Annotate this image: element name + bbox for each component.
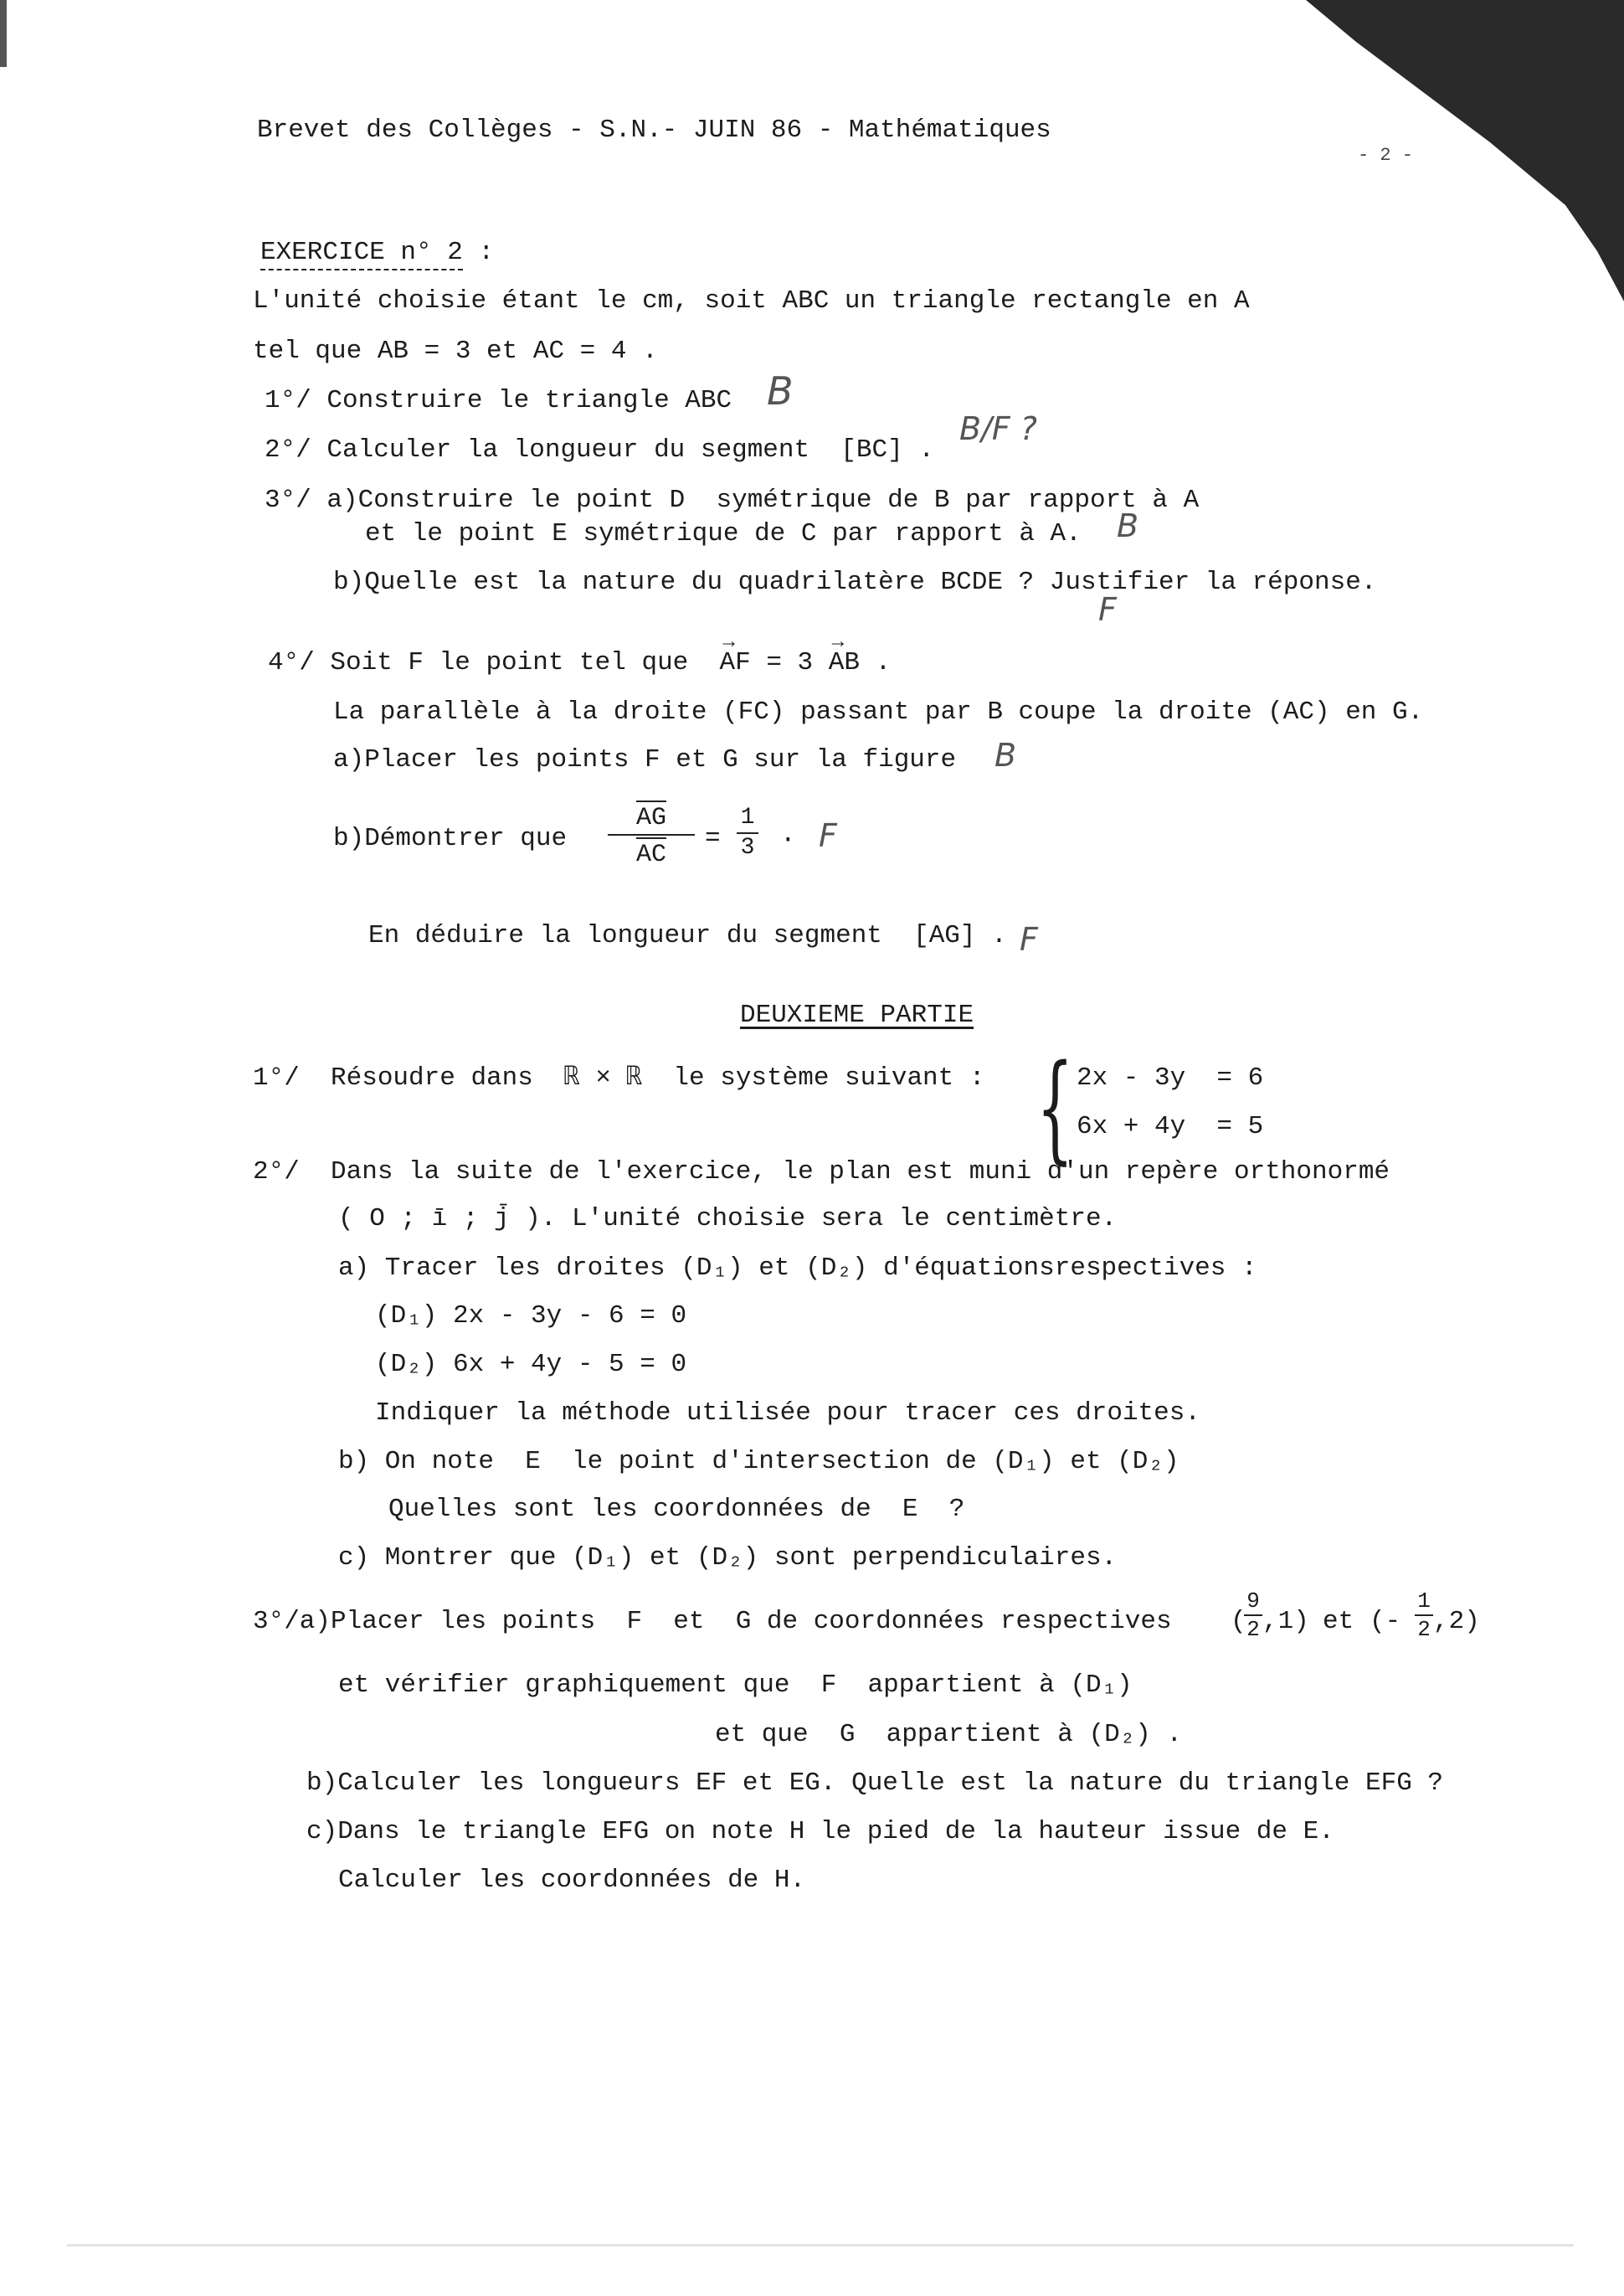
- part2-question-3a-lead: 3°/a)Placer les points F et G de coordonnées respectives: [253, 1607, 1172, 1636]
- question-4c: En déduire la longueur du segment [AG] .: [368, 921, 1007, 950]
- part2-question-2-line1: 2°/ Dans la suite de l'exercice, le plan est muni d'un repère orthonormé: [253, 1157, 1390, 1187]
- part2-question-3c-line1: c)Dans le triangle EFG on note H le pied de la hauteur issue de E.: [306, 1817, 1334, 1846]
- coord-g-close: ,2): [1433, 1607, 1480, 1636]
- vector-ab: → AB: [829, 646, 860, 680]
- question-4b-dot: ·: [780, 826, 796, 855]
- fraction-nine-halves: 9 2: [1244, 1589, 1262, 1641]
- fraction-one-half: 1 2: [1415, 1589, 1433, 1641]
- question-3a-line1: 3°/ a)Construire le point D symétrique de B par rapport à A: [265, 486, 1200, 515]
- handwritten-mark-q3a: B: [1117, 507, 1139, 544]
- scan-edge-line: [67, 2244, 1574, 2247]
- part2-question-2b-line2: Quelles sont les coordonnées de E ?: [388, 1495, 965, 1524]
- question-3a-line2: et le point E symétrique de C par rapport à A.: [365, 519, 1082, 548]
- system-brace: {: [1036, 1040, 1074, 1176]
- exercise-intro-line1: L'unité choisie étant le cm, soit ABC un triangle rectangle en A: [253, 286, 1250, 316]
- handwritten-mark-q4a: B: [994, 737, 1017, 774]
- fraction-ag-ac: $\frac{AG}{AC}$: [608, 801, 695, 869]
- handwritten-mark-q3b: F: [1098, 591, 1117, 628]
- line-d2-equation: (D₂) 6x + 4y - 5 = 0: [375, 1350, 687, 1379]
- coord-f-close: ,1): [1262, 1607, 1309, 1636]
- exercise-heading: EXERCICE n° 2 :: [260, 236, 494, 270]
- part2-question-2c: c) Montrer que (D₁) et (D₂) sont perpendiculaires.: [338, 1543, 1118, 1573]
- line-d1-equation: (D₁) 2x - 3y - 6 = 0: [375, 1301, 687, 1331]
- coord-g-open: (-: [1370, 1607, 1401, 1636]
- question-1: 1°/ Construire le triangle ABC: [265, 386, 732, 415]
- question-4-line2: La parallèle à la droite (FC) passant par B coupe la droite (AC) en G.: [333, 698, 1424, 727]
- question-4a: a)Placer les points F et G sur la figure: [333, 745, 957, 775]
- document-title: Brevet des Collèges - S.N.- JUIN 86 - Mathématiques: [257, 116, 1051, 145]
- exercise-intro-line2: tel que AB = 3 et AC = 4 .: [253, 337, 658, 366]
- system-equation-2: 6x + 4y = 5: [1077, 1112, 1264, 1141]
- part2-question-3b: b)Calculer les longueurs EF et EG. Quelle est la nature du triangle EFG ?: [306, 1768, 1444, 1798]
- fraction-one-third: 1 3: [737, 806, 758, 861]
- part2-question-2a-method: Indiquer la méthode utilisée pour tracer ces droites.: [375, 1398, 1200, 1428]
- equals-sign: =: [705, 824, 721, 853]
- part2-question-3c-line2: Calculer les coordonnées de H.: [338, 1866, 806, 1895]
- coord-f-open: (: [1231, 1607, 1246, 1636]
- question-4b-lead: b)Démontrer que: [333, 824, 568, 853]
- handwritten-mark-q2: B/F ?: [959, 410, 1037, 447]
- handwritten-mark-q1: B: [767, 368, 794, 414]
- question-3b: b)Quelle est la nature du quadrilatère BCDE ? Justifier la réponse.: [333, 568, 1377, 597]
- system-equation-1: 2x - 3y = 6: [1077, 1063, 1264, 1093]
- part2-question-3a-line3: et que G appartient à (D₂) .: [715, 1720, 1183, 1749]
- question-2: 2°/ Calculer la longueur du segment [BC] .: [265, 435, 934, 465]
- part2-question-2b-line1: b) On note E le point d'intersection de (D₁) et (D₂): [338, 1447, 1179, 1476]
- handwritten-mark-q4b: F: [819, 817, 837, 854]
- page-number: - 2 -: [1358, 145, 1414, 166]
- part2-question-2a: a) Tracer les droites (D₁) et (D₂) d'équationsrespectives :: [338, 1254, 1257, 1283]
- part2-question-2-line2: ( O ; ī ; j̄ ). L'unité choisie sera le centimètre.: [338, 1204, 1118, 1233]
- coord-and: et: [1323, 1607, 1354, 1636]
- vector-af: → AF: [720, 646, 751, 680]
- part2-question-1: 1°/ Résoudre dans ℝ × ℝ le système suivant :: [253, 1063, 985, 1093]
- part-two-heading: DEUXIEME PARTIE: [740, 1001, 974, 1030]
- handwritten-mark-q4c: F: [1020, 921, 1038, 958]
- part2-question-3a-line2: et vérifier graphiquement que F appartient à (D₁): [338, 1671, 1133, 1700]
- question-4-statement: 4°/ Soit F le point tel que → AF = 3 → AB .: [268, 646, 891, 680]
